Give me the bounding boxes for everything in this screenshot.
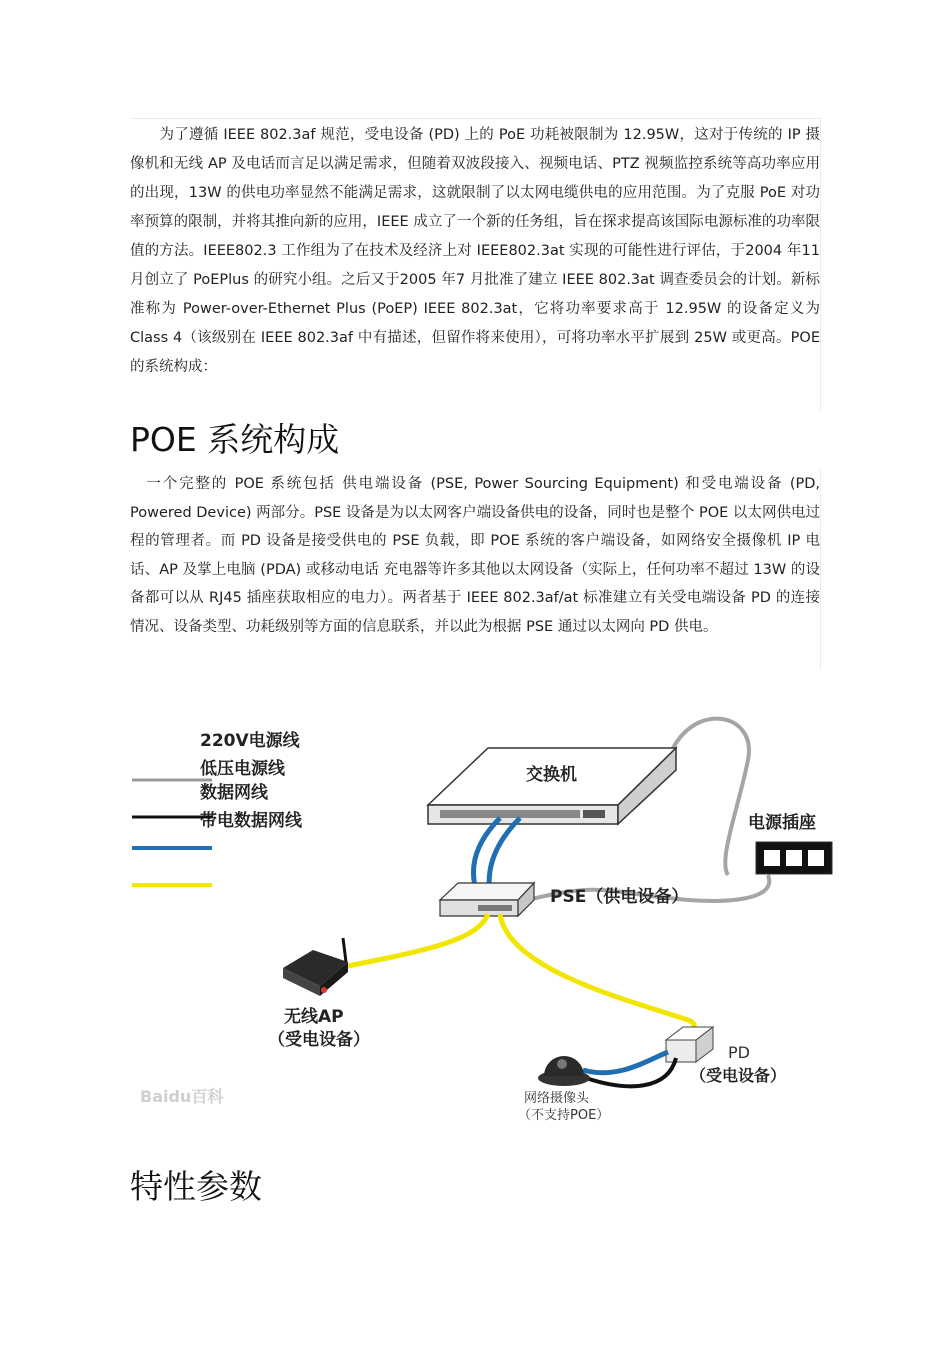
legend-label-data: 数据网线: [200, 783, 268, 803]
powered-cable-ap: [348, 914, 488, 966]
pse-device: [440, 883, 534, 916]
ap-label-1: 无线AP: [284, 1007, 344, 1027]
camera-label-2: （不支持POE）: [518, 1108, 610, 1123]
legend-label-220v: 220V电源线: [200, 731, 300, 751]
heading-features: 特性参数: [130, 1167, 262, 1206]
camera-label-1: 网络摄像头: [524, 1091, 590, 1106]
power-socket: [756, 842, 832, 874]
system-paragraph: 一个完整的 POE 系统包括 供电端设备 (PSE, Power Sourcing Equipment) 和受电端设备 (PD, Powered Device) 两部分。PSE 设备是为以太网客户端设备供电的设备，同时也是整个 POE 以太网供电过程的管理者。而 PD 设备是接受供电的 PSE 负载，即 POE 系统的客户端设备，如网络安全摄像机 IP 电话、AP 及掌上电脑 (PDA) 或移动电话 充电器等许多其他以太网设备（实际上，任何功率不超过 13W 的设备都可以从 RJ45 插座获取相应的电力）。两者基于 IEEE 802.3af/at 标准建立有关受电端设备 PD 的连接情况、设备类型、功耗级别等方面的信息联系，并以此为根据 PSE 通过以太网向 PD 供电。: [130, 470, 821, 670]
heading-poe-system: POE 系统构成: [130, 420, 340, 459]
baidu-watermark: Baidu百科: [140, 1087, 224, 1106]
socket-label: 电源插座: [748, 813, 816, 833]
wireless-ap-device: [283, 938, 348, 996]
network-camera-device: [538, 1056, 590, 1086]
intro-paragraph: 为了遵循 IEEE 802.3af 规范，受电设备 (PD) 上的 PoE 功耗被限制为 12.95W，这对于传统的 IP 摄像机和无线 AP 及电话而言足以满足需求，但随着双波段接入、视频电话、PTZ 视频监控系统等高功率应用的出现，13W 的供电功率显然不能满足需求，这就限制了以太网电缆供电的应用范围。为了克服 PoE 对功率预算的限制，并将其推向新的应用，IEEE 成立了一个新的任务组，旨在探求提高该国际电源标准的功率限值的方法。IEEE802.3 工作组为了在技术及经济上对 IEEE802.3at 实现的可能性进行评估，于2004 年11 月创立了 PoEPlus 的研究小组。之后又于2005 年7 月批准了建立 IEEE 802.3at 调查委员会的计划。新标准称为 Power-over-Ethernet Plus (PoEP) IEEE 802.3at，它将功率要求高于 12.95W 的设备定义为 Class 4（该级别在 IEEE 802.3af 中有描述，但留作将来使用），可将功率水平扩展到 25W 或更高。POE 的系统构成：: [130, 118, 821, 411]
powered-cable-pd: [500, 914, 694, 1032]
switch-device: [428, 748, 676, 824]
poe-system-diagram: [128, 700, 838, 1130]
pd-label-2: （受电设备）: [690, 1066, 787, 1085]
legend-label-low-voltage: 低压电源线: [200, 759, 285, 779]
pd-label-1: PD: [728, 1043, 750, 1062]
pse-label: PSE（供电设备）: [550, 887, 689, 907]
pd-device: [666, 1027, 713, 1062]
legend-label-powered-data: 带电数据网线: [200, 811, 302, 831]
cable-220v-switch: [668, 719, 749, 875]
ap-label-2: （受电设备）: [268, 1030, 370, 1050]
switch-label: 交换机: [526, 765, 577, 785]
data-cable-camera: [583, 1052, 668, 1073]
